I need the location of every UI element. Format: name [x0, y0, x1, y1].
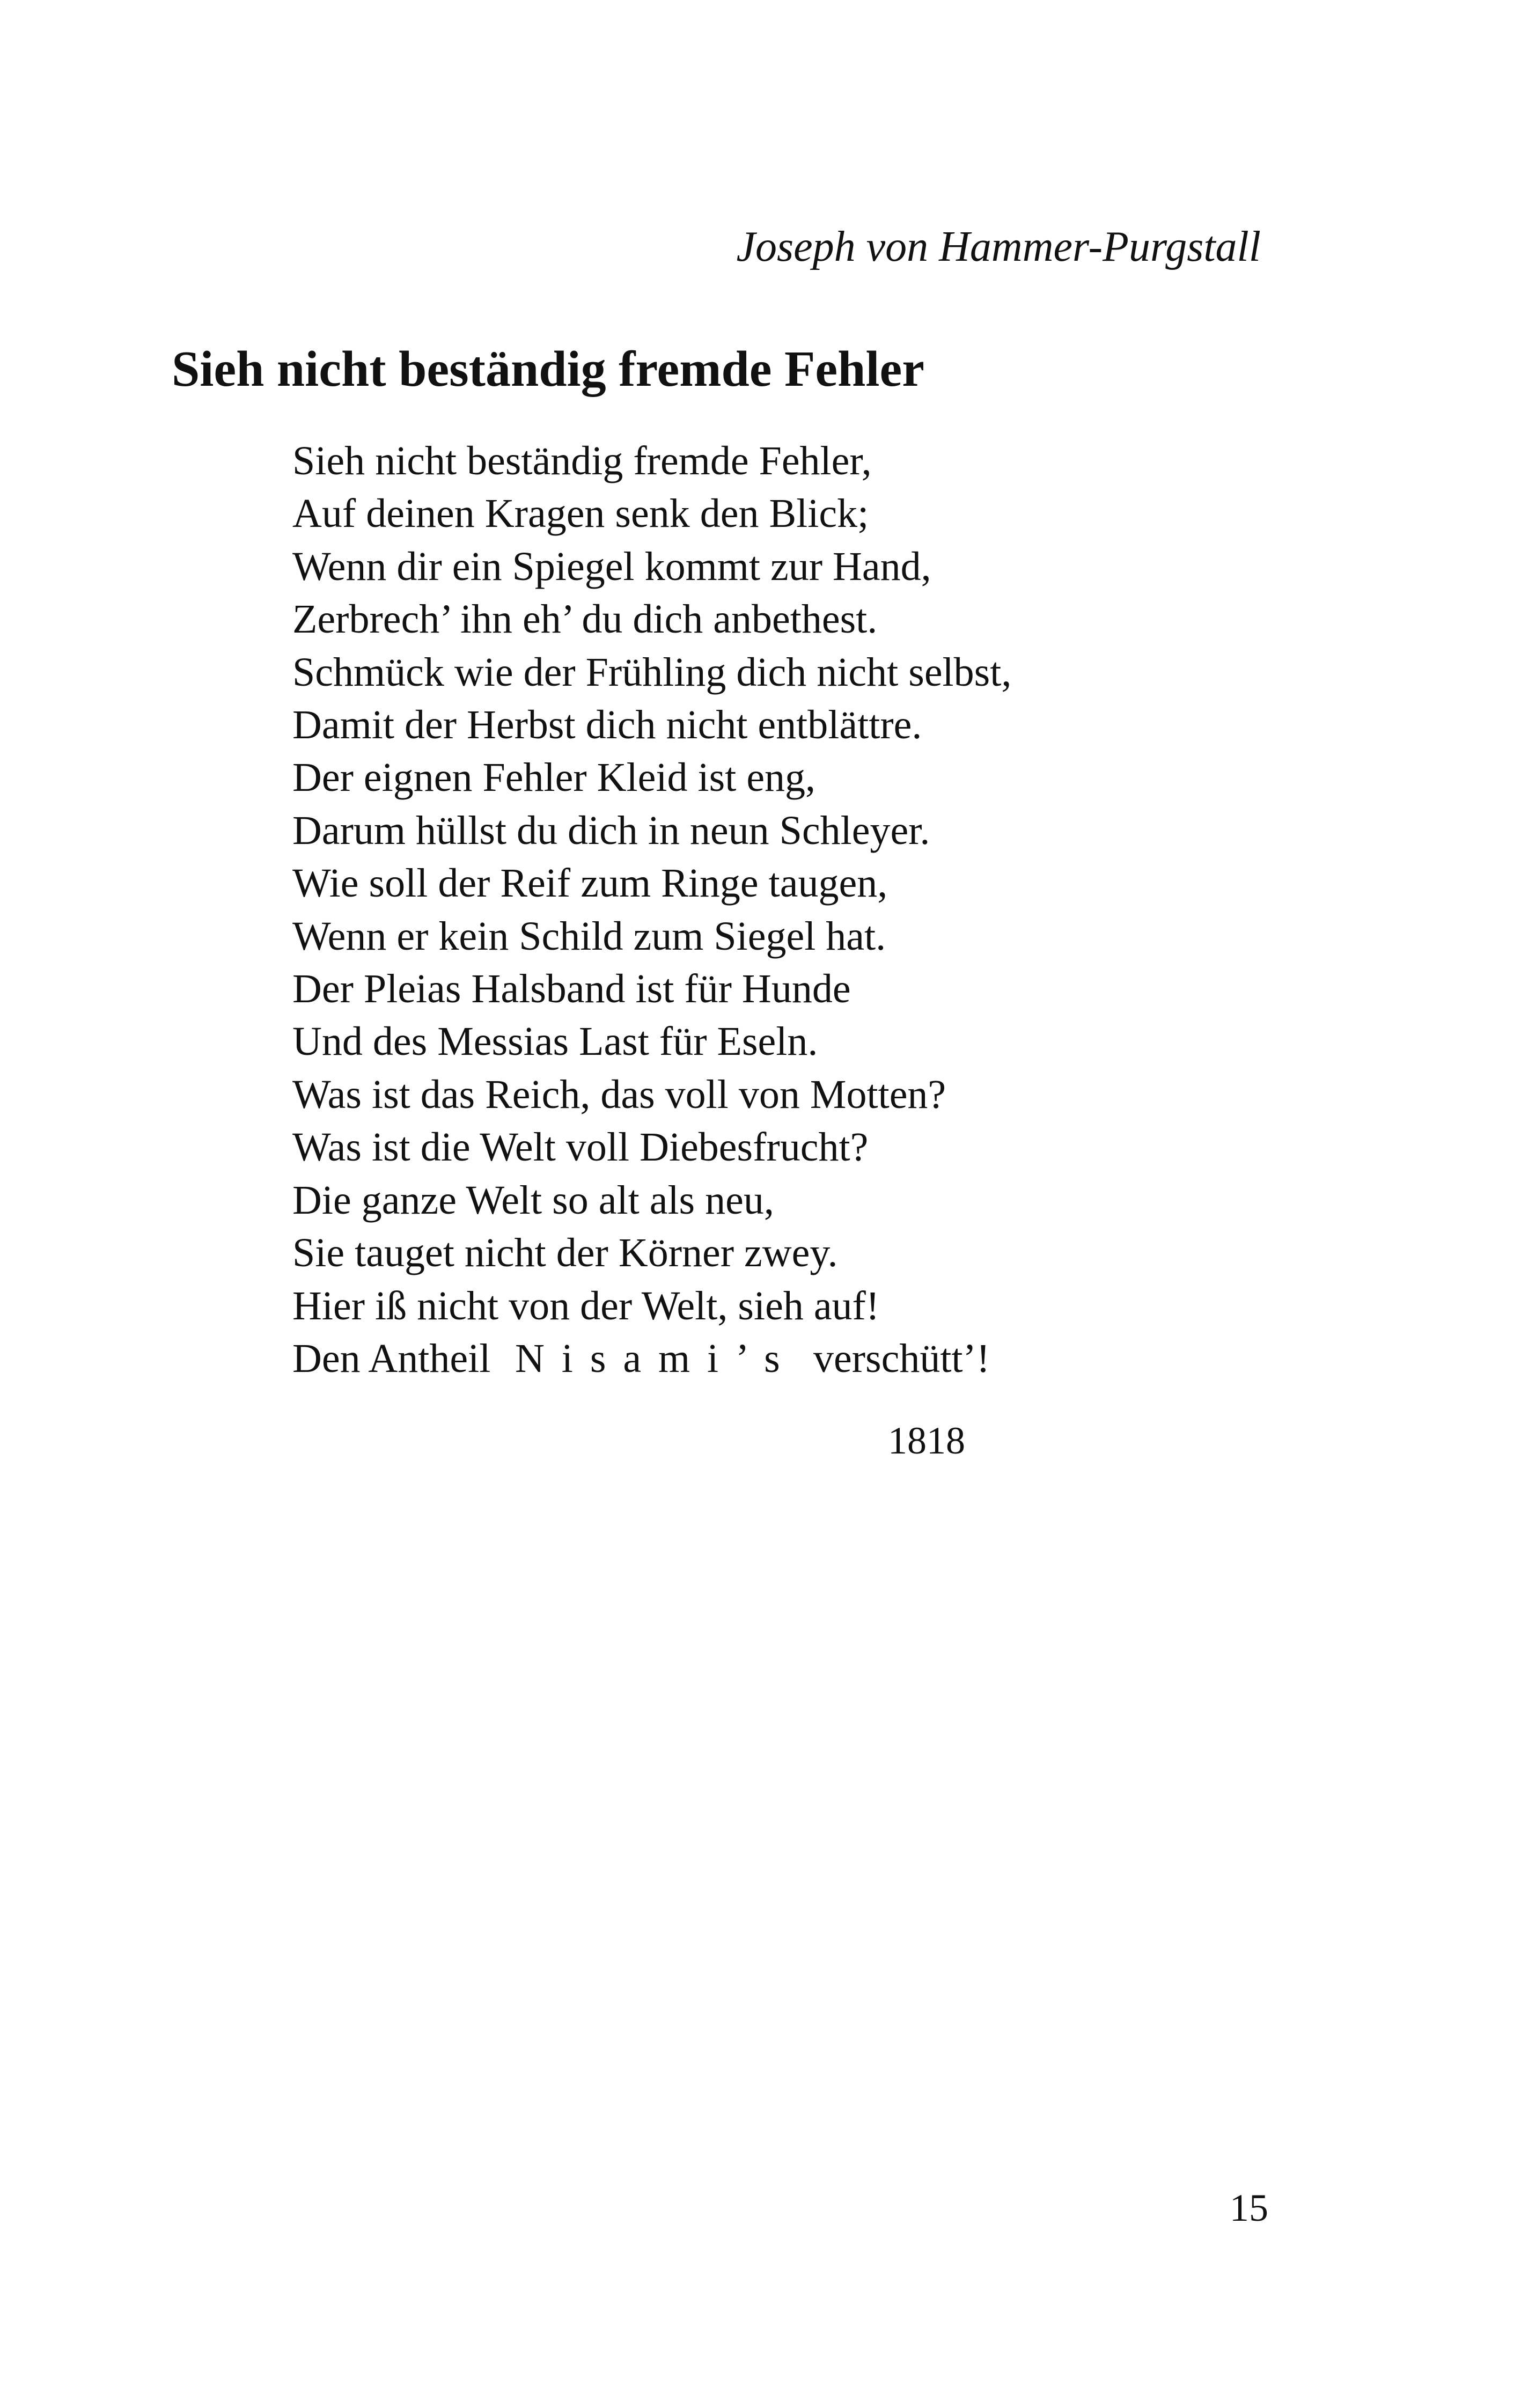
poem-body — [292, 435, 1011, 1385]
poem-line: Zerbrech’ ihn eh’ du dich anbethest. — [292, 597, 878, 642]
poem-line: Was ist die Welt voll Diebesfrucht? — [292, 1125, 869, 1170]
poem-line: Schmück wie der Frühling dich nicht selbst, — [292, 649, 1012, 695]
poem-line: Auf deinen Kragen senk den Blick; — [292, 491, 869, 537]
poem-line: Die ganze Welt so alt als neu, — [292, 1177, 774, 1223]
poem-line: Der Pleias Halsband ist für Hunde — [292, 966, 851, 1012]
poem-title: Sieh nicht beständig fremde Fehler — [172, 341, 924, 397]
page-number: 15 — [1230, 2186, 1268, 2229]
last-line-after: verschütt’! — [813, 1335, 990, 1381]
poem-line: Hier iß nicht von der Welt, sieh auf! — [292, 1283, 880, 1328]
poem-line: Wenn dir ein Spiegel kommt zur Hand, — [292, 544, 931, 589]
poem-line: Und des Messias Last für Eseln. — [292, 1019, 818, 1064]
last-line-before: Den Antheil — [292, 1335, 491, 1381]
poem-year: 1818 — [888, 1419, 965, 1462]
poem-line: Wie soll der Reif zum Ringe taugen, — [292, 861, 888, 906]
poem-line: Damit der Herbst dich nicht entblättre. — [292, 702, 922, 748]
poem-line: Darum hüllst du dich in neun Schleyer. — [292, 807, 930, 853]
poem-line: Wenn er kein Schild zum Siegel hat. — [292, 913, 886, 959]
poem-line: Sieh nicht beständig fremde Fehler, — [292, 438, 872, 483]
last-line-spaced-name: Nisami’s — [515, 1335, 797, 1381]
poem-line: Sie tauget nicht der Körner zwey. — [292, 1230, 838, 1276]
poem-line: Der eignen Fehler Kleid ist eng, — [292, 755, 816, 801]
poem-line: Was ist das Reich, das voll von Motten? — [292, 1071, 946, 1117]
author-name: Joseph von Hammer-Purgstall — [736, 223, 1261, 270]
poem-last-line — [292, 1332, 1011, 1385]
